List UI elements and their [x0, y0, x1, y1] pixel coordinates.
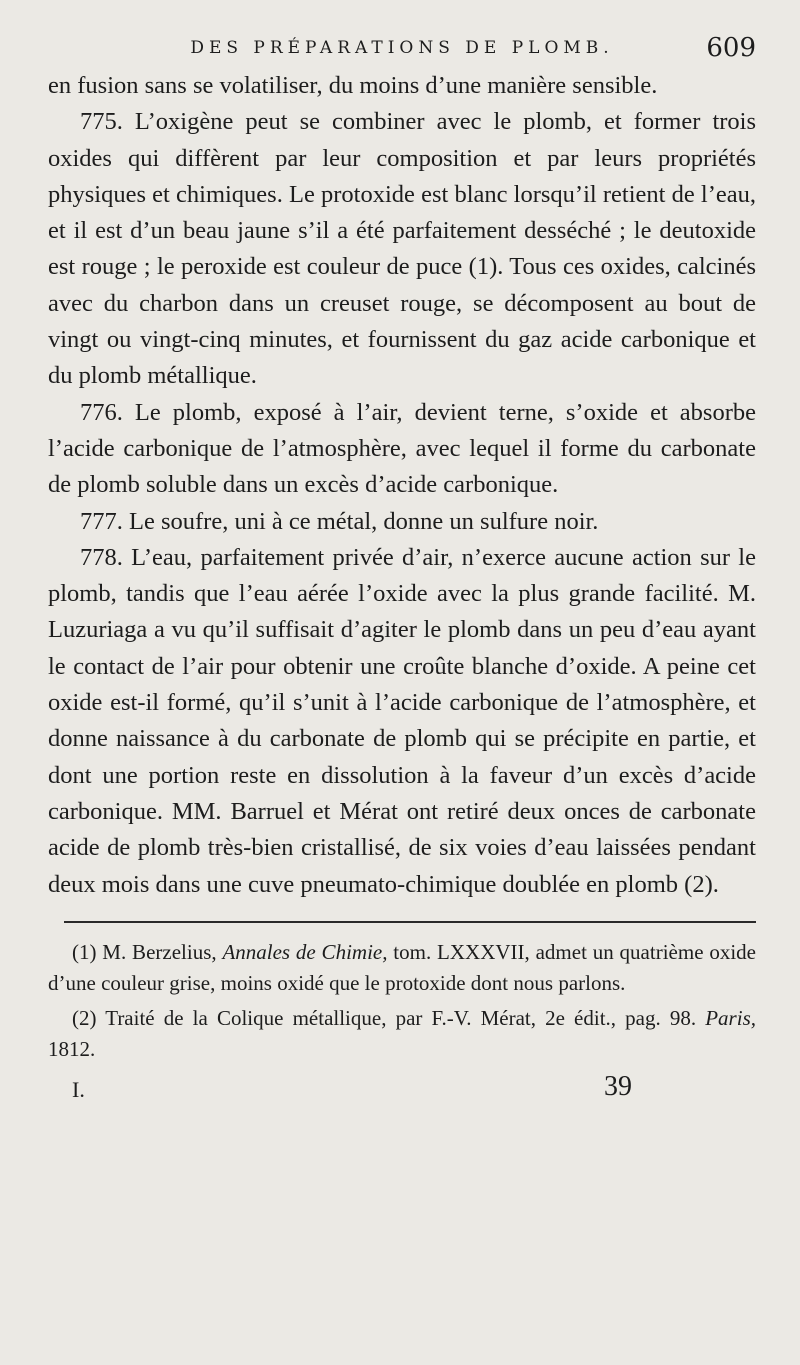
paragraph-continuation: en fusion sans se volatiliser, du moins d’une manière sensible. [48, 72, 658, 99]
running-head [48, 28, 756, 68]
signature-line [48, 1069, 756, 1111]
volume-mark: I. [72, 1076, 85, 1102]
paragraph-775: 775. L’oxigène peut se combiner avec le plomb, et former trois oxides qui diffèrent par leur composition et par leurs propriétés physiques et chimiques. Le protoxide est blanc lorsqu’il retient de l’eau, et il est d’un beau jaune s’il a été parfaitement desséché ; le deutoxide est rouge ; le peroxide est couleur de puce (1). Tous ces oxides, calcinés avec du charbon dans un creuset rouge, se décomposent au bout de vingt ou vingt-cinq minutes, et fournissent du gaz acide carbonique et du plomb métallique. [48, 108, 756, 390]
page-number: 609 [706, 33, 756, 63]
footnote-2-rest: 1812. [48, 1036, 96, 1061]
footnote-1-lead: (1) M. Berzelius, [72, 939, 223, 964]
paragraph-778: 778. L’eau, parfaitement privée d’air, n’exerce aucune action sur le plomb, tandis que l’eau aérée l’oxide avec la plus grande facilité. M. Luzuriaga a vu qu’il suffisait d’agiter le plomb dans un peu d’eau ayant le contact de l’air pour obtenir une croûte blanche d’oxide. A peine cet oxide est-il formé, qu’il s’unit à l’acide carbonique de l’atmosphère, et donne naissance à du carbonate de plomb qui se précipite en partie, et dont une portion reste en dissolution à la faveur d’un excès d’acide carbonique. MM. Barruel et Mérat ont retiré deux onces de carbonate acide de plomb très-bien cristallisé, de six voies d’eau laissées pendant deux mois dans une cuve pneumato-chimique doublée en plomb (2). [48, 543, 756, 898]
gathering-mark: 39 [604, 1070, 632, 1102]
footnote-1 [48, 937, 756, 999]
footnote-2-lead: (2) Traité de la Colique métallique, par F.-V. Mérat, 2e édit., pag. 98. [72, 1005, 706, 1030]
footnote-rule [64, 921, 756, 923]
running-title: DES PRÉPARATIONS DE PLOMB. [190, 38, 614, 58]
footnote-2 [48, 1003, 756, 1065]
footnotes [48, 937, 756, 1065]
footnote-1-rest: tom. LXXXVII, admet un quatrième oxide d’une couleur grise, moins oxidé que le protoxide dont nous parlons. [48, 939, 756, 995]
footnote-1-journal: Annales de Chimie, [222, 939, 388, 964]
footnote-2-place: Paris, [705, 1005, 756, 1030]
main-text [48, 68, 756, 903]
paragraph-776: 776. Le plomb, exposé à l’air, devient terne, s’oxide et absorbe l’acide carbonique de l’atmosphère, avec lequel il forme du carbonate de plomb soluble dans un excès d’acide carbonique. [48, 398, 756, 499]
paragraph-777: 777. Le soufre, uni à ce métal, donne un sulfure noir. [80, 507, 599, 535]
